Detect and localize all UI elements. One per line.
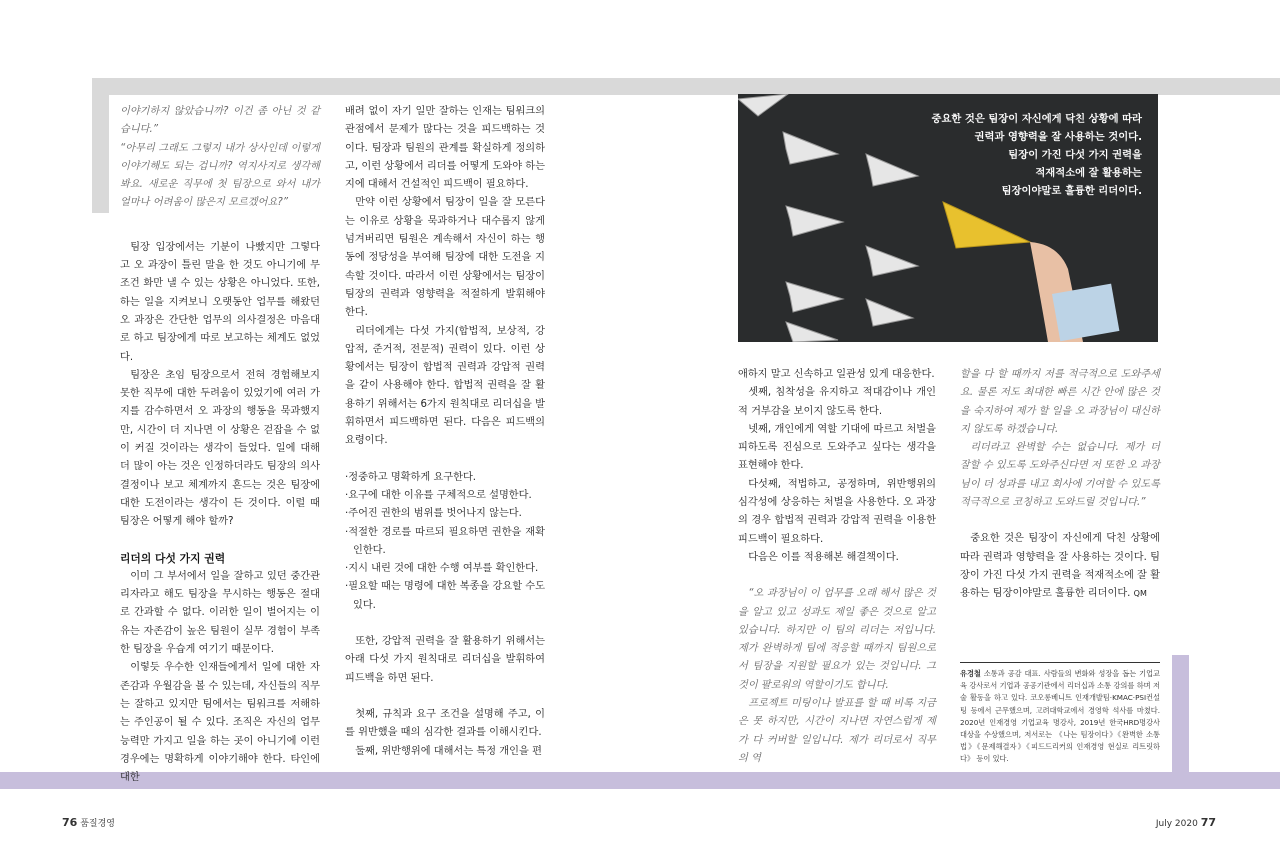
- bio-divider: [960, 662, 1160, 663]
- list-item: ·정중하고 명확하게 요구한다.: [345, 471, 477, 483]
- body-paragraph: 팀장은 초임 팀장으로서 전혀 경험해보지 못한 직무에 대한 두려움이 있었기에 여러 가지를 감수하면서 오 과장의 행동을 묵과했지만, 시간이 더 지나면 이 상황은 걷잡을 수 없이 커질 것이라는 생각이 들었다. 일에 대해 더 많이 아는 것은 인정하더라도 팀장의 의사결정이나 보고 체계까지 흔드는 것은 팀장에 대한 도전이라는 생각이 든 것이다. 이럴 때 팀장은 어떻게 해야 할까?: [120, 369, 320, 528]
- quote-paragraph: 할을 다 할 때까지 저를 적극적으로 도와주세요. 물론 저도 최대한 빠른 시간 안에 많은 것을 숙지하여 제가 할 일을 오 과장님이 대신하지 않도록 하겠습니다.: [960, 369, 1160, 435]
- paper-plane-icon: [738, 94, 788, 116]
- conclusion-paragraph: [960, 530, 1160, 603]
- caption-line: 팀장이 가진 다섯 가지 권력을: [1008, 149, 1142, 161]
- right-folio: [1156, 816, 1216, 829]
- list-item: ·주어진 권한의 범위를 벗어나지 않는다.: [345, 508, 522, 520]
- author-bio-text: 소통과 공감 대표. 사람들의 변화와 성장을 돕는 기업교육 강사로서 기업과 공공기관에서 리더십과 소통 강의를 하며 저술 활동을 하고 있다. 코오롱베니트 인재개발팀·KMAC·PSI컨설팅 등에서 근무했으며, 고려대학교에서 경영학 석사를 마쳤다. 2020년 인재경영 기업교육 명강사, 2019년 한국HRD명강사 대상을 수상했으며, 저서로는 《나는 팀장이다》《완벽한 소통법》《문제해결자》《피드드리커의 인재경영 현실로 리트릿하다》 등이 있다.: [960, 669, 1160, 764]
- body-paragraph: 또한, 강압적 권력을 잘 활용하기 위해서는 아래 다섯 가지 원칙대로 리더십을 발휘하여 피드백을 하면 된다.: [345, 636, 545, 684]
- right-decor-bar: [1172, 655, 1189, 789]
- body-paragraph: 리더에게는 다섯 가지(합법적, 보상적, 강압적, 준거적, 전문적) 권력이 있다. 이런 상황에서는 팀장이 합법적 권력과 강압적 권력을 같이 사용해야 한다. 합법적 권력을 잘 활용하기 위해서는 6가지 원칙대로 리더십을 발휘하면서 피드백하면 된다. 다음은 피드백의 요령이다.: [345, 325, 545, 447]
- body-paragraph: 셋째, 침착성을 유지하고 적대감이나 개인적 거부감을 보이지 않도록 한다.: [738, 387, 936, 417]
- body-paragraph: 첫째, 규칙과 요구 조건을 설명해 주고, 이를 위반했을 때의 심각한 결과를 이해시킨다.: [345, 708, 545, 739]
- quote-paragraph: 리더라고 완벽할 수는 없습니다. 제가 더 잘할 수 있도록 도와주신다면 저 또한 오 과장님이 더 성과를 내고 회사에 기여할 수 있도록 적극적으로 코칭하고 도와드릴 것입니다.”: [960, 442, 1160, 509]
- author-bio: [960, 668, 1160, 766]
- body-paragraph: 만약 이런 상황에서 팀장이 일을 잘 모른다는 이유로 상황을 묵과하거나 대수롭지 않게 넘겨버리면 팀원은 계속해서 자신이 하는 행동에 정당성을 부여해 팀장에 대한 도전을 지속할 것이다. 따라서 이런 상황에서는 팀장이 팀장의 권력과 영향력을 적절하게 발휘해야 한다.: [345, 197, 545, 319]
- body-paragraph: 팀장 입장에서는 기분이 나빴지만 그렇다고 오 과장이 틀린 말을 한 것도 아니기에 무조건 화만 낼 수 있는 상황은 아니었다. 또한, 하는 일을 지켜보니 오랫동안 업무를 해왔던 오 과장은 간단한 업무의 의사결정은 마음대로 하고 팀장에게 따로 보고하는 체계도 없었다.: [120, 241, 320, 363]
- paper-plane-icon: [786, 322, 838, 342]
- list-item: ·필요할 때는 명령에 대한 복종을 강요할 수도 있다.: [345, 581, 545, 611]
- paper-planes-photo: [738, 94, 1158, 342]
- body-paragraph: 이렇듯 우수한 인재들에게서 일에 대한 자존감과 우월감을 볼 수 있는데, 자신들의 직무는 잘하고 있지만 팀에서는 팀워크를 저해하는 주인공이 될 수 있다. 조직은 자신의 업무능력만 가지고 일을 하는 곳이 아니기에 이런 경우에는 명확하게 이야기해야 한다. 타인에 대한: [120, 662, 320, 784]
- left-decor-bar: [92, 78, 109, 213]
- body-paragraph: 둘째, 위반행위에 대해서는 특정 개인을 편: [355, 745, 542, 757]
- body-paragraph: 이미 그 부서에서 일을 잘하고 있던 중간관리자라고 해도 팀장을 무시하는 행동은 절대로 간과할 수 없다. 이러한 일이 벌어지는 이유는 자존감이 높은 팀원이 실무 경험이 부족한 팀장을 우습게 여기기 때문이다.: [120, 570, 320, 656]
- paper-plane-icon: [786, 282, 843, 312]
- body-paragraph: 넷째, 개인에게 역할 기대에 따르고 처벌을 피하도록 진심으로 도와주고 싶다는 생각을 표현해야 한다.: [738, 423, 936, 472]
- issue-date: July 2020: [1155, 819, 1198, 829]
- sleeve-icon: [1052, 284, 1119, 342]
- body-paragraph: 다음은 이를 적용해본 해결책이다.: [748, 551, 899, 563]
- quote-line: 이야기하지 않았습니까? 이건 좀 아닌 것 같습니다.”: [120, 106, 320, 136]
- column-1: [120, 103, 320, 787]
- yellow-paper-plane-icon: [943, 202, 1030, 248]
- quote-line: “아무리 그래도 그렇지 내가 상사인데 이렇게 이야기해도 되는 겁니까? 역지사지로 생각해 봐요. 새로운 직무에 첫 팀장으로 와서 내가 얼마나 어려움이 많은지 모르겠어요?”: [120, 142, 320, 209]
- photo-caption: [902, 110, 1142, 200]
- conclusion-text: 중요한 것은 팀장이 자신에게 닥친 상황에 따라 권력과 영향력을 잘 사용하는 것이다. 팀장이 가진 다섯 가지 권력을 적재적소에 잘 활용하는 팀장이야말로 훌륭한 리더이다.: [960, 533, 1160, 600]
- paper-plane-icon: [866, 299, 913, 326]
- body-paragraph: 배려 없이 자기 일만 잘하는 인재는 팀워크의 관점에서 문제가 많다는 것을 피드백하는 것이다. 팀장과 팀원의 관계를 확실하게 정의하고, 이런 상황에서 리더를 어떻게 도와야 하는지에 대해서 건설적인 피드백이 필요하다.: [345, 106, 545, 191]
- left-page-number: 76: [62, 816, 78, 829]
- list-item: ·적절한 경로를 따르되 필요하면 권한을 재확인한다.: [345, 526, 545, 556]
- paper-plane-icon: [866, 246, 918, 276]
- caption-line: 권력과 영향력을 잘 사용하는 것이다.: [974, 131, 1142, 143]
- paper-plane-icon: [783, 132, 838, 164]
- paper-plane-icon: [786, 206, 843, 236]
- quote-paragraph: 프로젝트 미팅이나 발표를 할 때 비록 지금은 못 하지만, 시간이 지나면 자연스럽게 제가 다 커버할 일입니다. 제가 리더로서 직무의 역: [738, 698, 936, 764]
- body-paragraph: 애하지 말고 신속하고 일관성 있게 대응한다.: [738, 369, 935, 380]
- top-decor-bar: [92, 78, 1280, 95]
- body-paragraph: 다섯째, 적법하고, 공정하며, 위반행위의 심각성에 상응하는 처벌을 사용한다. 오 과장의 경우 합법적 권력과 강압적 권력을 이용한 피드백이 필요하다.: [738, 478, 936, 545]
- column-3: [738, 366, 936, 768]
- end-mark: QM: [1133, 589, 1147, 599]
- magazine-title: 품질경영: [80, 819, 115, 829]
- list-item: ·지시 내린 것에 대한 수행 여부를 확인한다.: [345, 563, 539, 575]
- caption-line: 적재적소에 잘 활용하는: [1035, 167, 1142, 179]
- column-4: [960, 366, 1160, 604]
- left-folio: [62, 816, 115, 829]
- caption-line: 중요한 것은 팀장이 자신에게 닥친 상황에 따라: [931, 113, 1142, 125]
- right-page-number: 77: [1200, 816, 1216, 829]
- quote-paragraph: “오 과장님이 이 업무를 오래 해서 많은 것을 알고 있고 성과도 제일 좋은 것으로 알고 있습니다. 하지만 이 팀의 리더는 저입니다. 제가 완벽하게 팀에 적응할 때까지 팀원으로서 팀장을 지원할 필요가 있는 것입니다. 그것이 팔로워의 역할이기도 합니다.: [738, 588, 936, 691]
- feedback-tips-list: [345, 469, 545, 615]
- list-item: ·요구에 대한 이유를 구체적으로 설명한다.: [345, 489, 532, 501]
- column-2: [345, 103, 545, 761]
- author-name: 유경철: [960, 669, 981, 678]
- section-heading: 리더의 다섯 가지 권력: [120, 551, 226, 565]
- caption-line: 팀장이야말로 훌륭한 리더이다.: [1001, 185, 1142, 197]
